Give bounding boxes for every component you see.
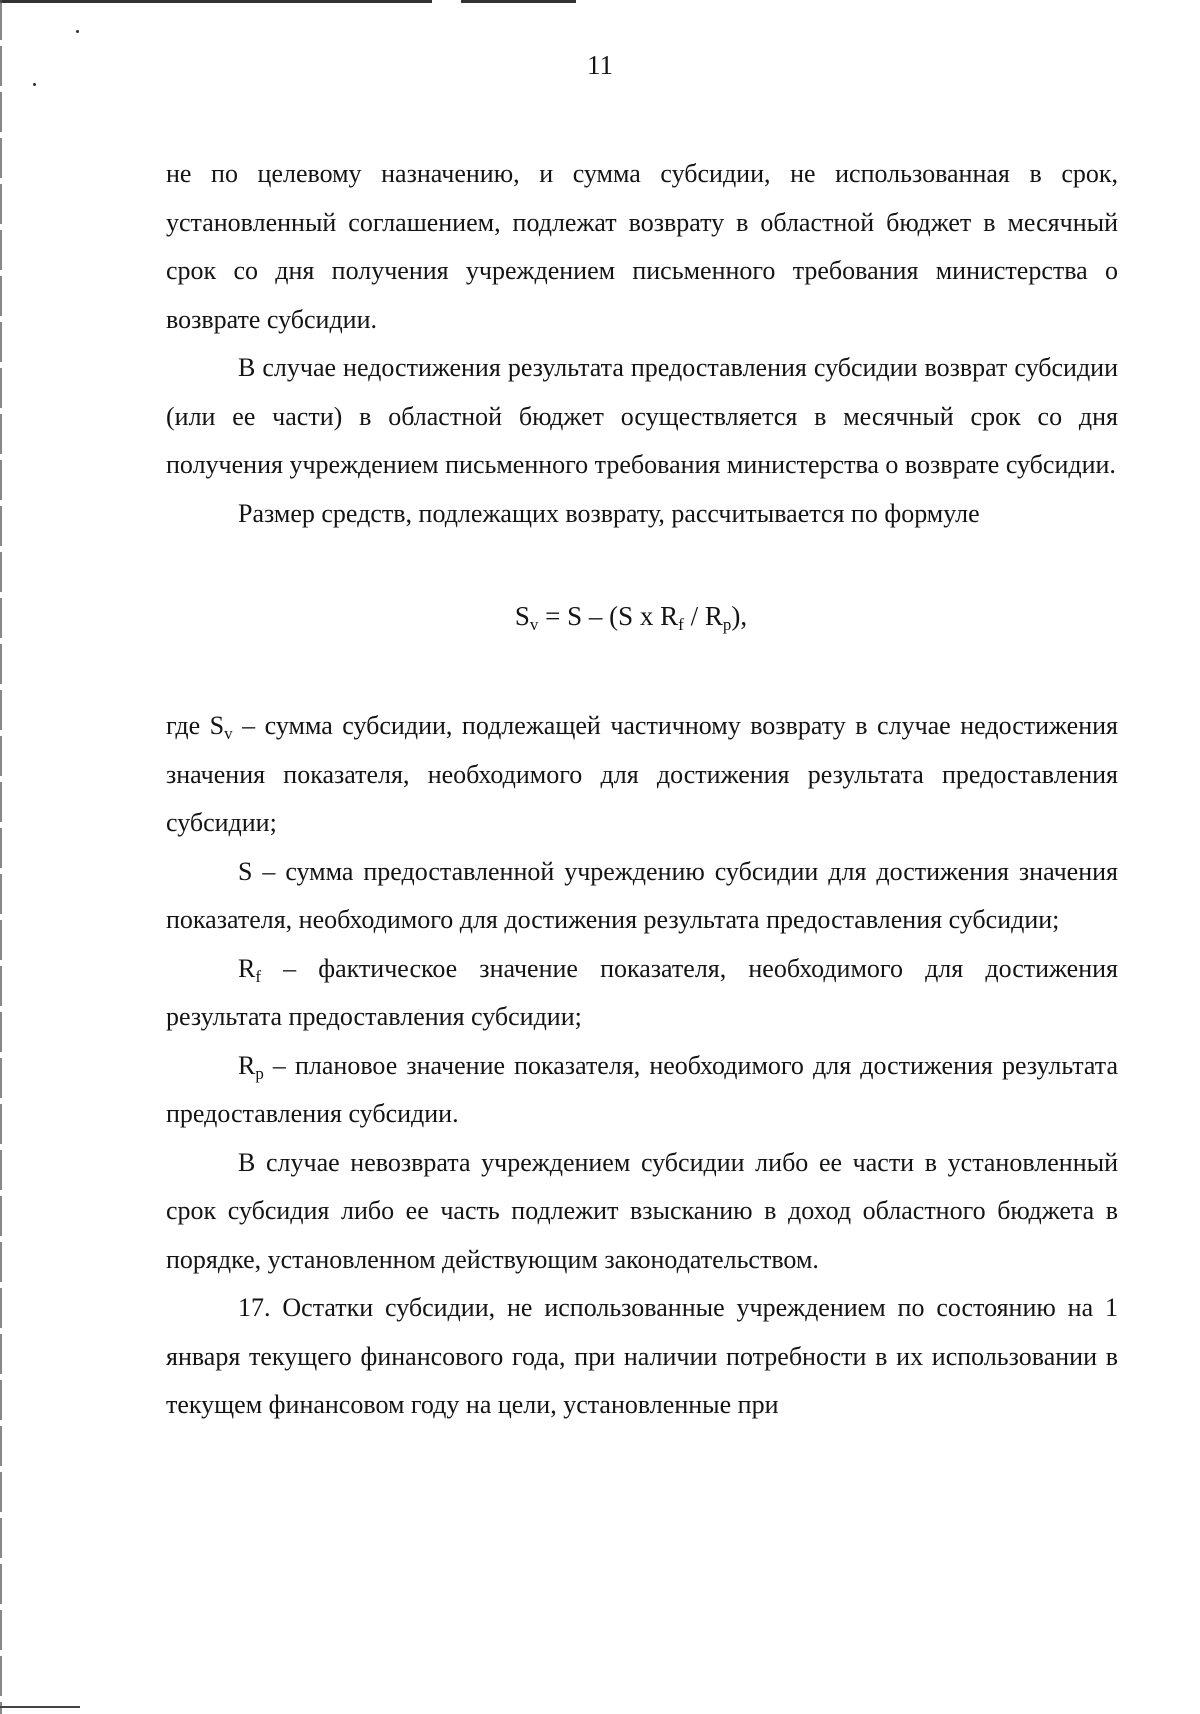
return-formula [166, 592, 1118, 640]
formula-middle: = S – (S x R [538, 601, 679, 631]
formula-lhs: S [514, 601, 530, 631]
definition-sv-sub: v [224, 724, 233, 743]
definition-rp-prefix: R [238, 1050, 256, 1080]
formula-rf-sub: f [678, 615, 684, 634]
definition-rf-prefix: R [238, 953, 256, 983]
scan-speck [33, 83, 36, 86]
definition-rp [166, 1042, 1118, 1139]
formula-rp-sub: p [722, 615, 732, 634]
definition-s-text: – сумма предоставленной учреждению субсидии для достижения значения показателя, необходимого для достижения результата предоставления субсидии; [166, 856, 1118, 934]
formula-slash: / R [683, 601, 723, 631]
paragraph-1: не по целевому назначению, и сумма субсидии, не использованная в срок, установленный соглашением, подлежат возврату в областной бюджет в месячный срок со дня получения учреждением письменного требования министерства о возврате субсидии. [166, 159, 1118, 334]
definition-sv-text: – сумма субсидии, подлежащей частичному возврату в случае недостижения значения показателя, необходимого для достижения результата предоставления субсидии; [166, 711, 1118, 837]
definition-rf [166, 945, 1118, 1042]
paragraph-5: 17. Остатки субсидии, не использованные учреждением по состоянию на 1 января текущего финансового года, при наличии потребности в их использовании в текущем финансовом году на цели, установленные при [166, 1293, 1118, 1419]
scan-edge-bottom [0, 1706, 80, 1708]
paragraph-2: В случае недостижения результата предоставления субсидии возврат субсидии (или ее части) в областной бюджет осуществляется в месячный срок со дня получения учреждением письменного требования министерства о возврате субсидии. [166, 353, 1118, 479]
definition-rp-sub: p [255, 1063, 264, 1083]
formula-end: ), [731, 601, 748, 631]
definition-sv-prefix: где S [166, 711, 225, 740]
scan-speck [76, 30, 79, 33]
definition-s-prefix: S [238, 856, 253, 886]
paragraph-4: В случае невозврата учреждением субсидии либо ее части в установленный срок субсидия либо ее часть подлежит взысканию в доход областного бюджета в порядке, установленном действующим законодательством. [166, 1147, 1118, 1274]
definition-rf-sub: f [255, 966, 262, 986]
definition-rf-text: – фактическое значение показателя, необходимого для достижения результата предоставления субсидии; [166, 953, 1118, 1031]
definition-rp-text: – плановое значение показателя, необходимого для достижения результата предоставления субсидии. [166, 1050, 1118, 1128]
paragraph-3: Размер средств, подлежащих возврату, рассчитывается по формуле [238, 498, 980, 528]
document-body [166, 150, 1118, 1430]
definition-sv [166, 702, 1118, 848]
definition-s [166, 848, 1118, 945]
scan-edge-left [0, 0, 2, 1714]
page-number: 11 [587, 50, 613, 80]
formula-lhs-sub: v [529, 615, 539, 634]
scan-edge-top [0, 0, 720, 3]
